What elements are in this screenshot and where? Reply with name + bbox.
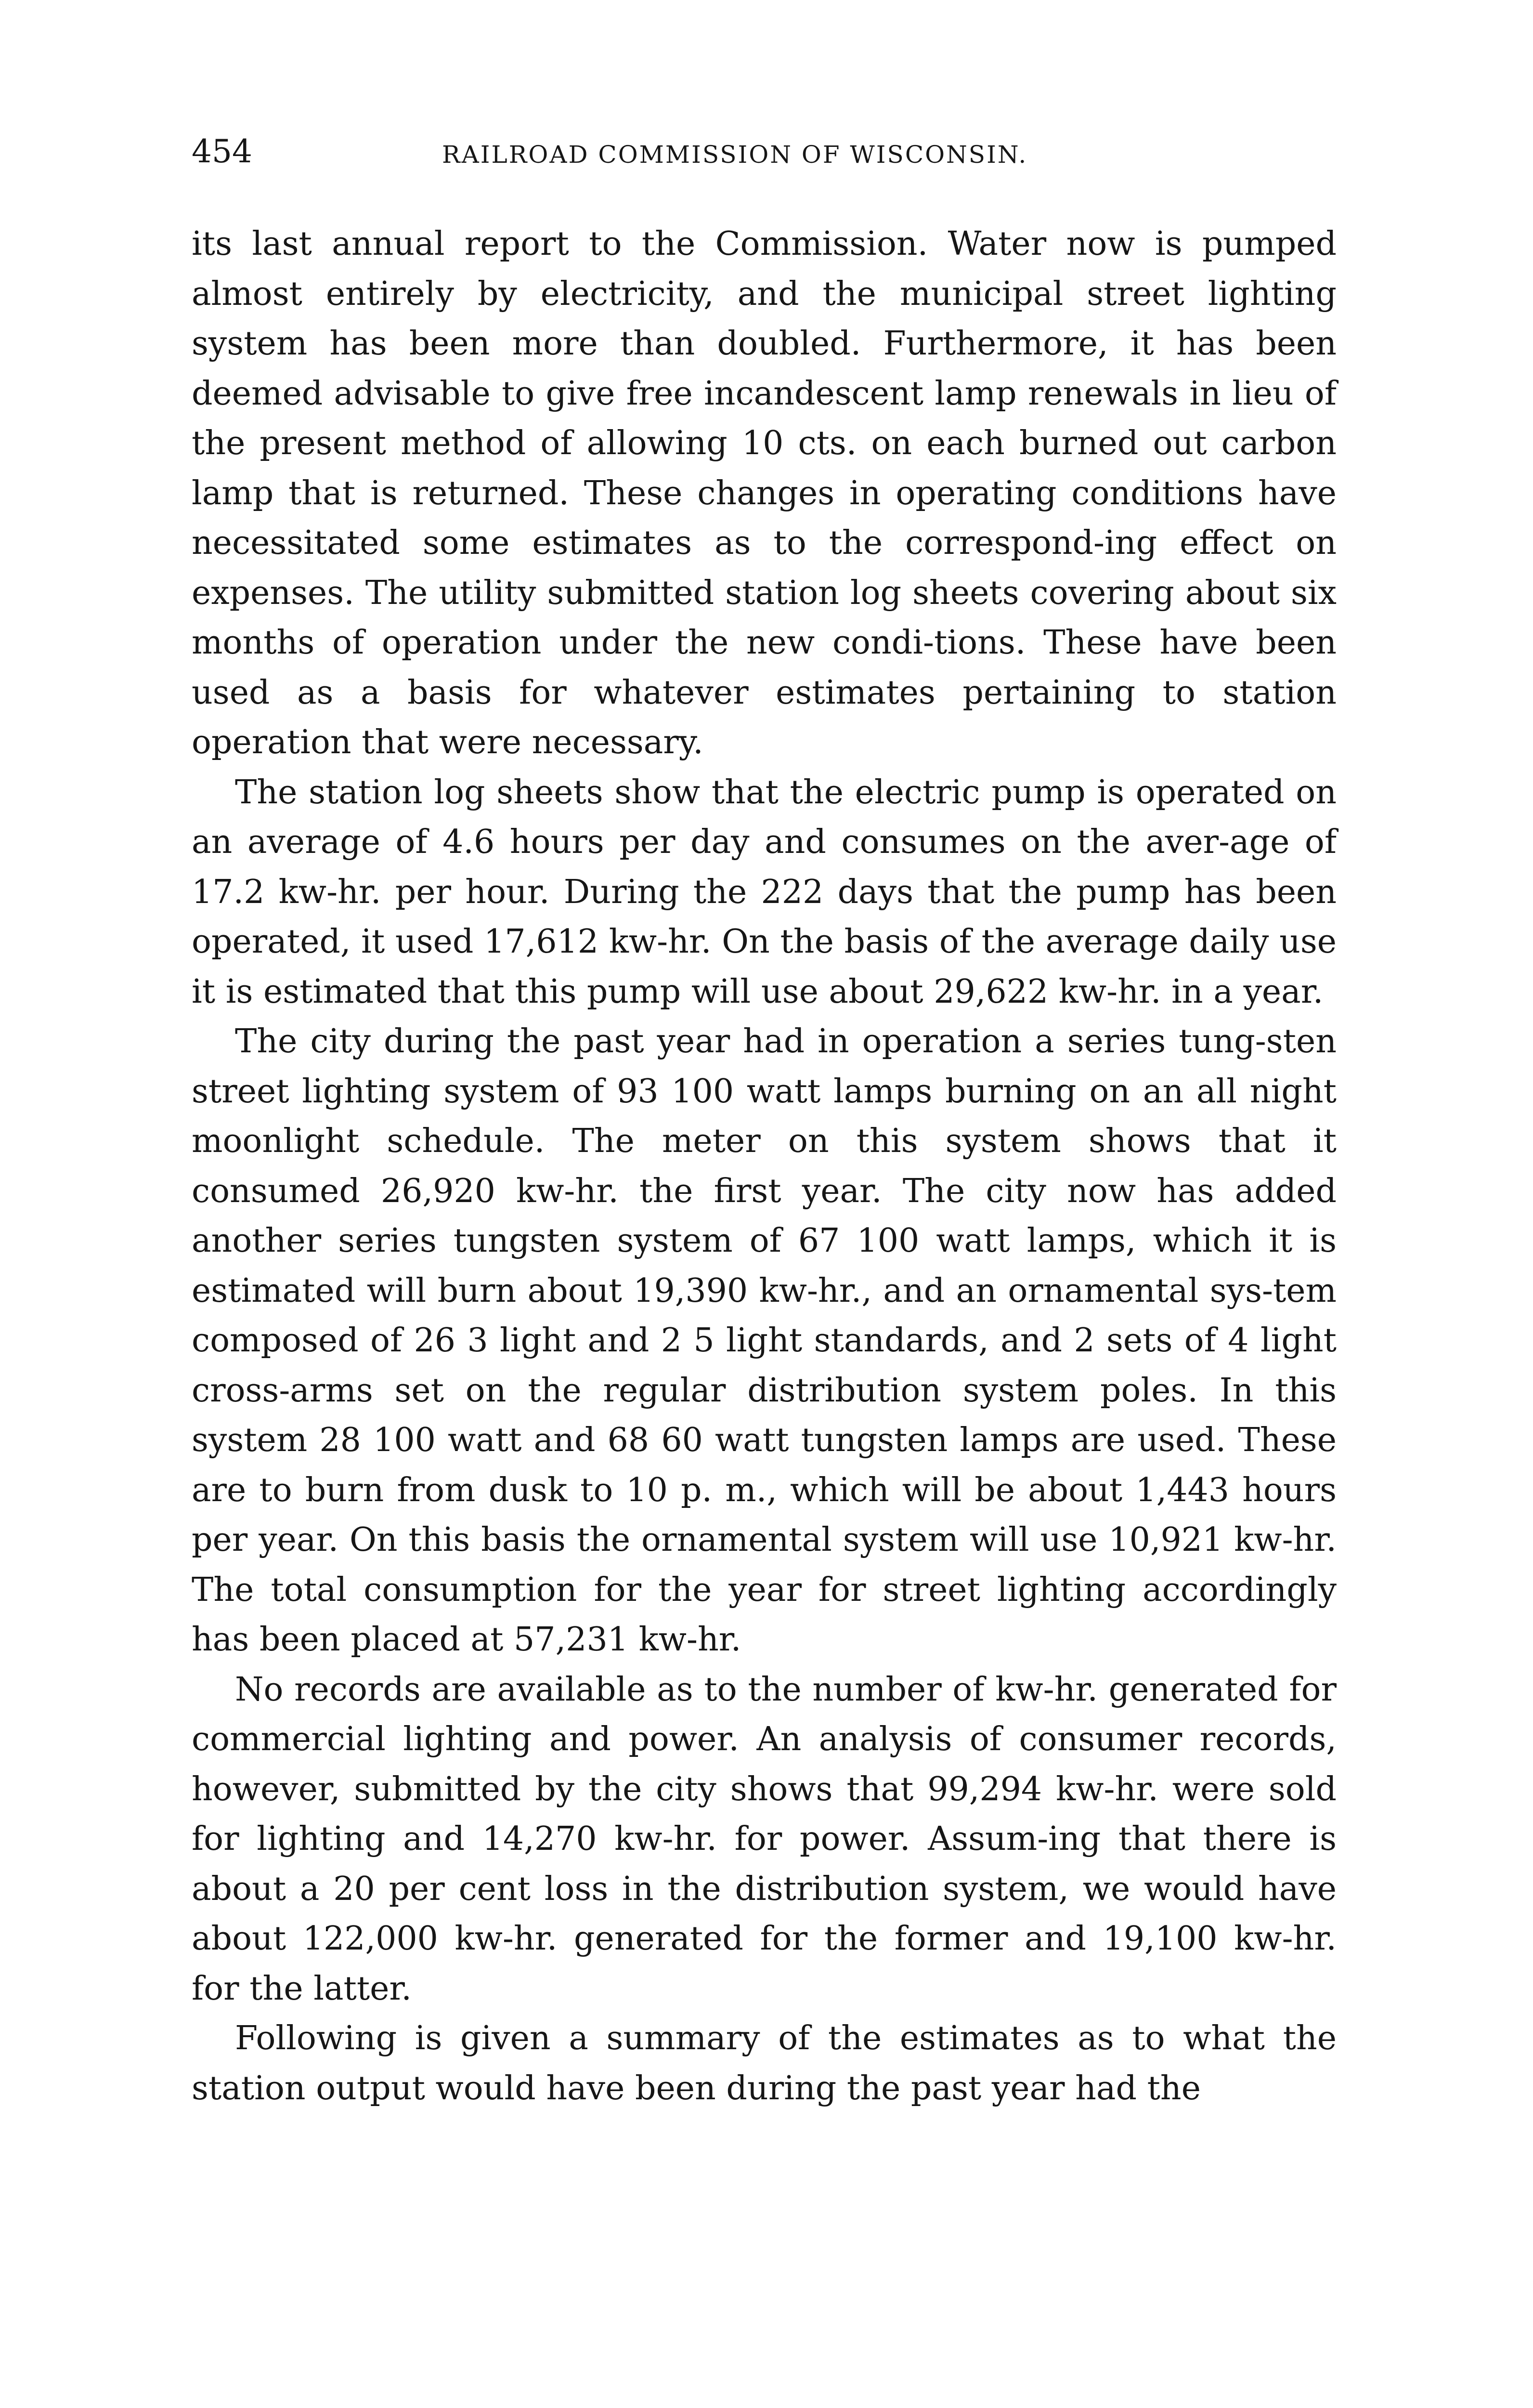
body-text xyxy=(192,219,1337,2113)
paragraph-3: The city during the past year had in operation a series tung-sten street lighting system of 93 100 watt lamps burning on an all night moonlight schedule. The meter on this system shows that it consumed 26,920 kw-hr. the first year. The city now has added another series tungsten system of 67 100 watt lamps, which it is estimated will burn about 19,390 kw-hr., and an ornamental sys-tem composed of 26 3 light and 2 5 light standards, and 2 sets of 4 light cross-arms set on the regular distribution system poles. In this system 28 100 watt and 68 60 watt tungsten lamps are used. These are to burn from dusk to 10 p. m., which will be about 1,443 hours per year. On this basis the ornamental system will use 10,921 kw-hr. The total consumption for the year for street lighting accordingly has been placed at 57,231 kw-hr. xyxy=(192,1022,1337,1659)
paragraph-2: The station log sheets show that the electric pump is operated on an average of 4.6 hours per day and consumes on the aver-age of 17.2 kw-hr. per hour. During the 222 days that the pump has been operated, it used 17,612 kw-hr. On the basis of the average daily use it is estimated that this pump will use about 29,622 kw-hr. in a year. xyxy=(192,773,1337,1011)
page-header xyxy=(192,130,1338,173)
paragraph-5: Following is given a summary of the estimates as to what the station output would have been during the past year had the xyxy=(192,2019,1337,2107)
paragraph-4: No records are available as to the number of kw-hr. generated for commercial lighting and power. An analysis of consumer records, however, submitted by the city shows that 99,294 kw-hr. were sold for lighting and 14,270 kw-hr. for power. Assum-ing that there is about a 20 per cent loss in the distribution system, we would have about 122,000 kw-hr. generated for the former and 19,100 kw-hr. for the latter. xyxy=(192,1670,1337,2008)
running-title: RAILROAD COMMISSION OF WISCONSIN. xyxy=(442,141,1028,169)
paragraph-1: its last annual report to the Commission. Water now is pumped almost entirely by electricity, and the municipal street lighting system has been more than doubled. Furthermore, it has been deemed advisable to give free incandescent lamp renewals in lieu of the present method of allowing 10 cts. on each burned out carbon lamp that is returned. These changes in operating conditions have necessitated some estimates as to the correspond-ing effect on expenses. The utility submitted station log sheets covering about six months of operation under the new condi-tions. These have been used as a basis for whatever estimates pertaining to station operation that were necessary. xyxy=(192,225,1337,761)
page-number: 454 xyxy=(192,133,252,170)
